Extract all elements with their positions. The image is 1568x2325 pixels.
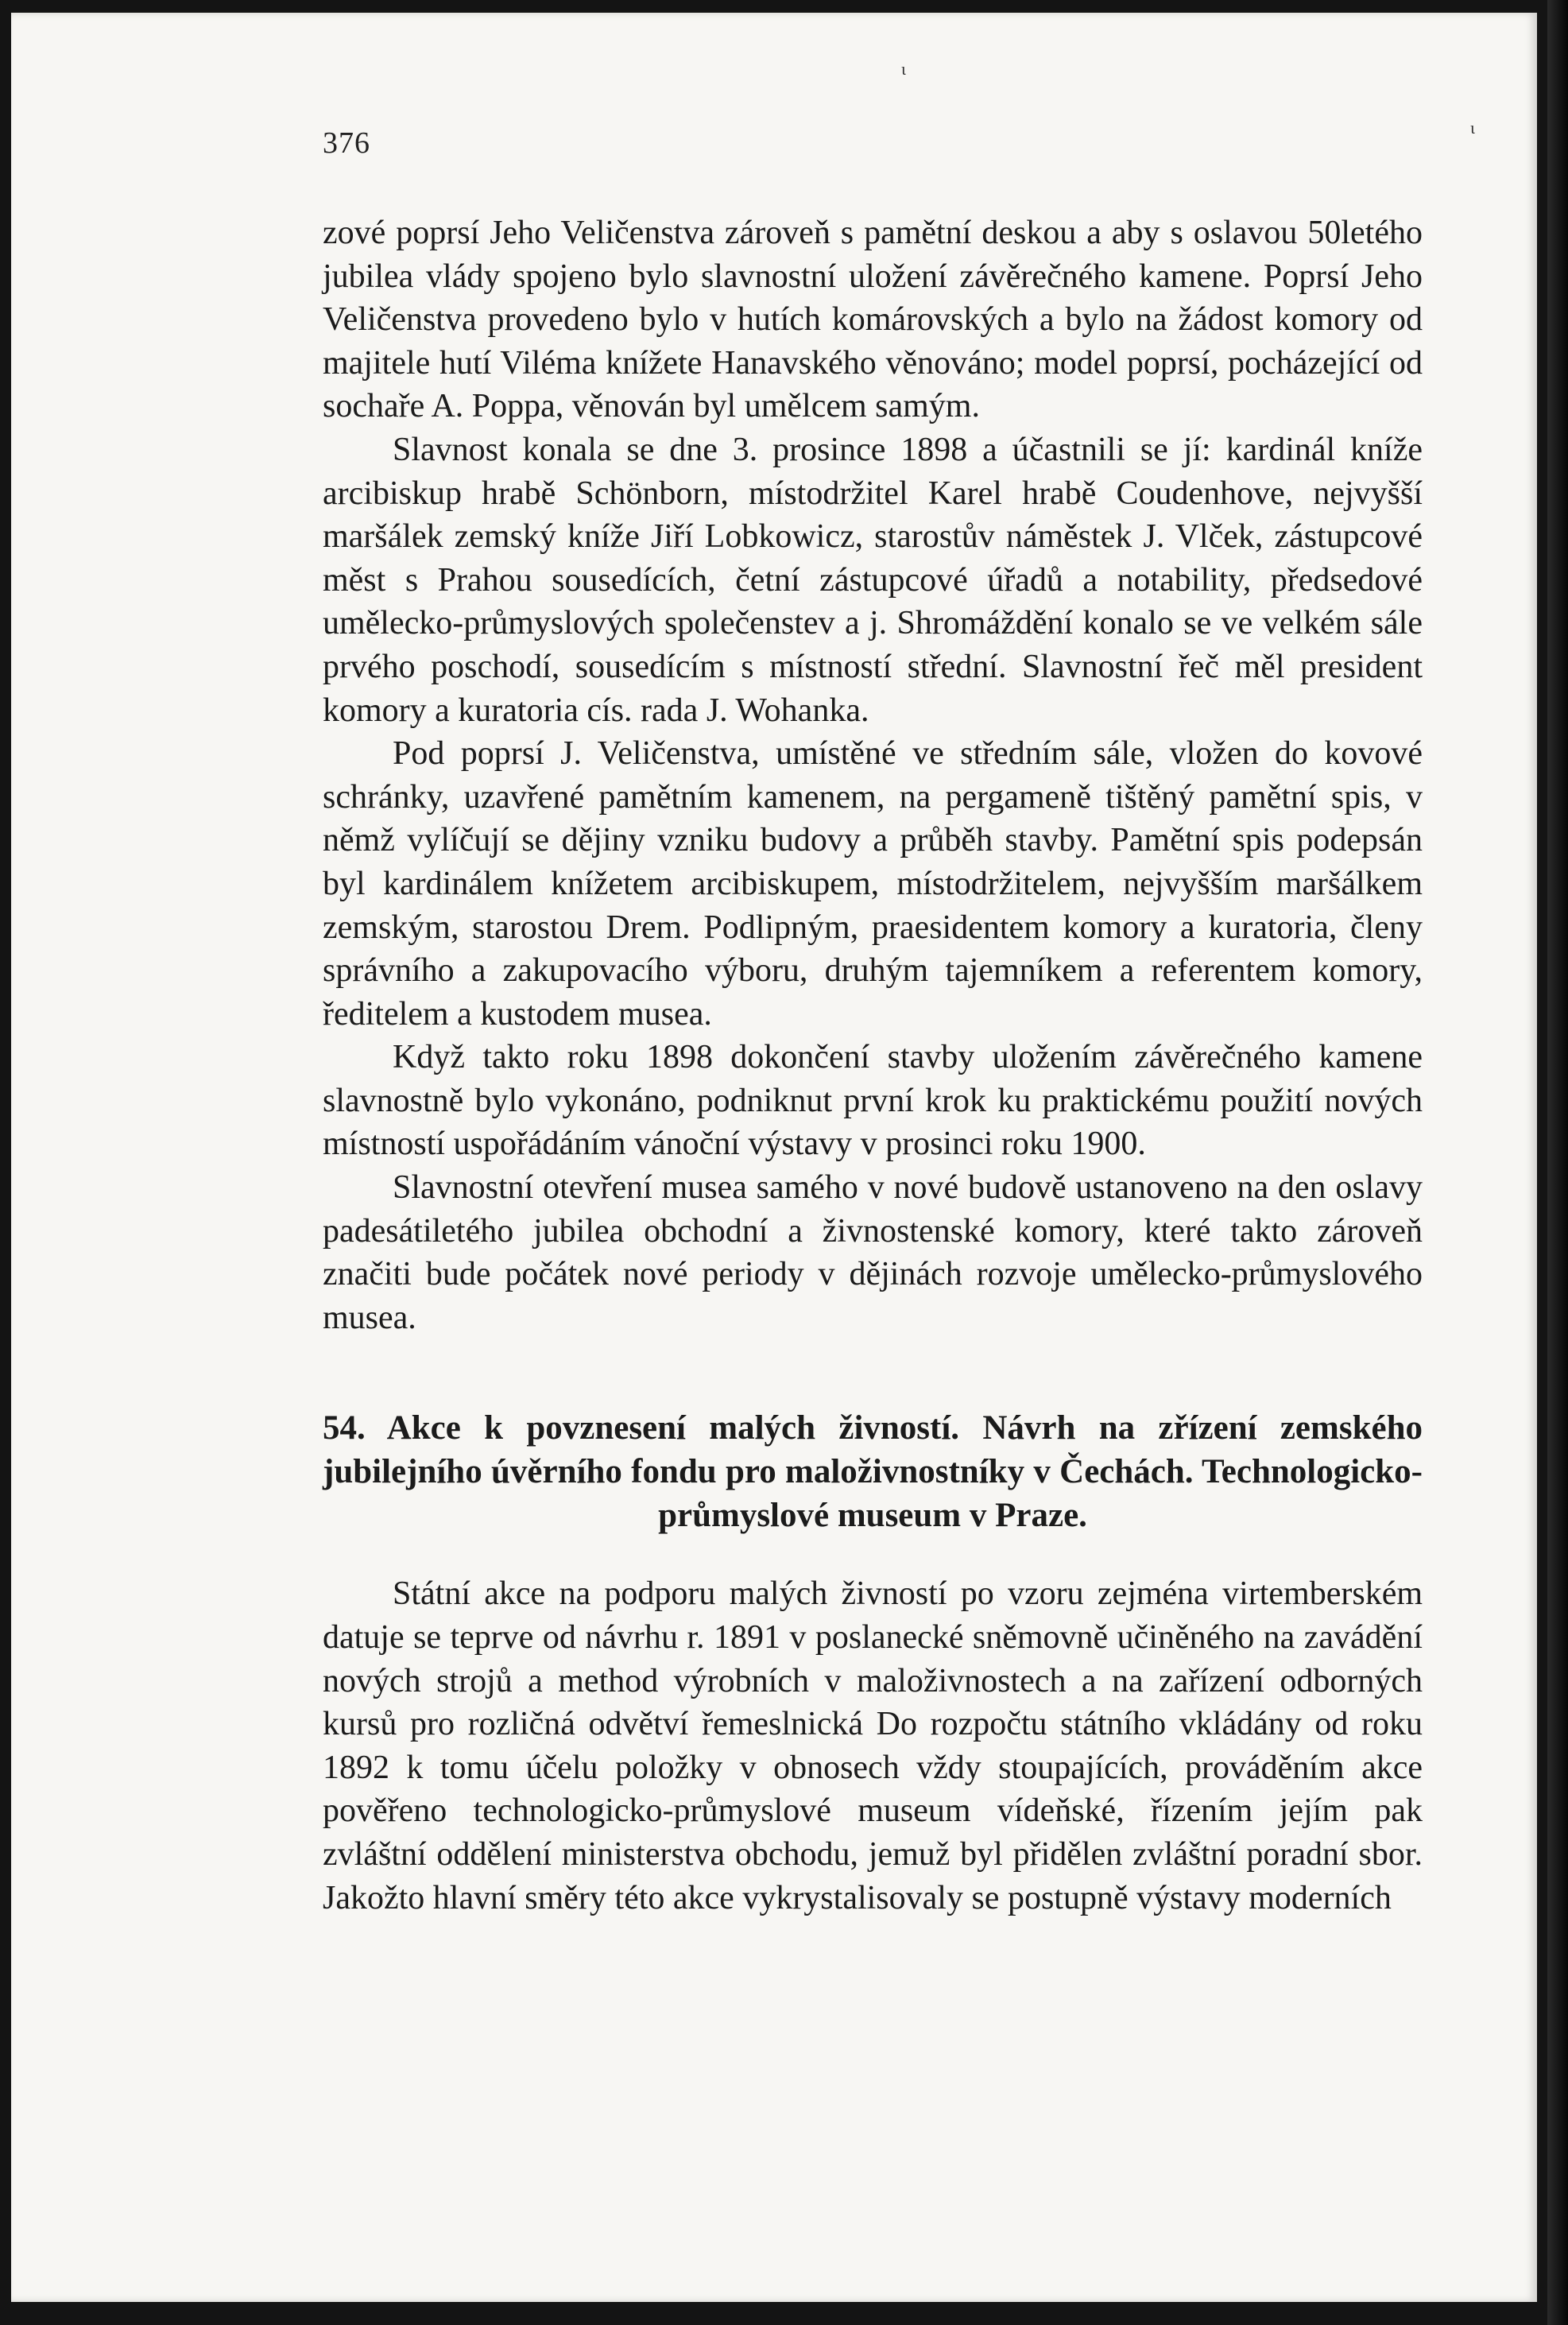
body-paragraph-4: Když takto roku 1898 dokončení stavby uložením závěrečného kamene slavnostně bylo vykonáno, podniknut první krok ku praktickému použití nových místností uspořádáním vánoční výstavy v prosinci roku 1900. <box>323 1039 1423 1163</box>
page-body <box>323 211 1423 1920</box>
body-paragraph-2: Slavnost konala se dne 3. prosince 1898 a účastnili se jí: kardinál kníže arcibiskup hrabě Schönborn, místodržitel Karel hrabě Coudenhove, nejvyšší maršálek zemský kníže Jiří Lobkowicz, starostův náměstek J. Vlček, zástupcové měst s Prahou sousedících, četní zástupcové úřadů a notability, předsedové umělecko-průmyslových společenstev a j. Shromáždění konalo se ve velkém sále prvého poschodí, sousedícím s místností střední. Slavnostní řeč měl president komory a kuratoria cís. rada J. Wohanka. <box>323 431 1423 729</box>
scan-speck: ɩ <box>901 59 906 79</box>
body-paragraph-5: Slavnostní otevření musea samého v nové budově ustanoveno na den oslavy padesátiletého jubilea obchodní a živnostenské komory, které takto zároveň značiti bude počátek nové periody v dějinách rozvoje umělecko-průmyslového musea. <box>323 1169 1423 1336</box>
paper-sheet <box>11 13 1537 2302</box>
scan-edge-shadow <box>1547 0 1568 2325</box>
section-heading: 54. Akce k povznesení malých živností. Návrh na zřízení zemského jubilejního úvěrního fondu pro maloživnostníky v Čechách. Technologicko-průmyslové museum v Praze. <box>323 1409 1423 1535</box>
body-paragraph-3: Pod poprsí J. Veličenstva, umístěné ve středním sále, vložen do kovové schránky, uzavřené pamětním kamenem, na pergameně tištěný pamětní spis, v němž vylíčují se dějiny vzniku budovy a průběh stavby. Pamětní spis podepsán byl kardinálem knížetem arcibiskupem, místodržitelem, nejvyšším maršálkem zemským, starostou Drem. Podlipným, praesidentem komory a kuratoria, členy správního a zakupovacího výboru, druhým tajemníkem a referentem komory, ředitelem a kustodem musea. <box>323 735 1423 1033</box>
section-paragraph: Státní akce na podporu malých živností po vzoru zejména virtemberském datuje se teprve od návrhu r. 1891 v poslanecké sněmovně učiněného na zavádění nových strojů a method výrobních v maloživnostech a na zařízení odborných kursů pro rozličná odvětví řemeslnická Do rozpočtu státního vkládány od roku 1892 k tomu účelu položky v obnosech vždy stoupajících, prováděním akce pověřeno technologicko-průmyslové museum vídeňské, řízením jejím pak zvláštní oddělení ministerstva obchodu, jemuž byl přidělen zvláštní poradní sbor. Jakožto hlavní směry této akce vykrystalisovaly se postupně výstavy moderních <box>323 1575 1423 1916</box>
scan-speck: ɩ <box>1470 118 1475 138</box>
body-paragraph-1: zové poprsí Jeho Veličenstva zároveň s pamětní deskou a aby s oslavou 50letého jubilea vlády spojeno bylo slavnostní uložení závěrečného kamene. Poprsí Jeho Veličenstva provedeno bylo v hutích komárovských a bylo na žádost komory od majitele hutí Viléma knížete Hanavského věnováno; model poprsí, pocházející od sochaře A. Poppa, věnován byl umělcem samým. <box>323 215 1423 425</box>
page-number: 376 <box>323 126 370 160</box>
